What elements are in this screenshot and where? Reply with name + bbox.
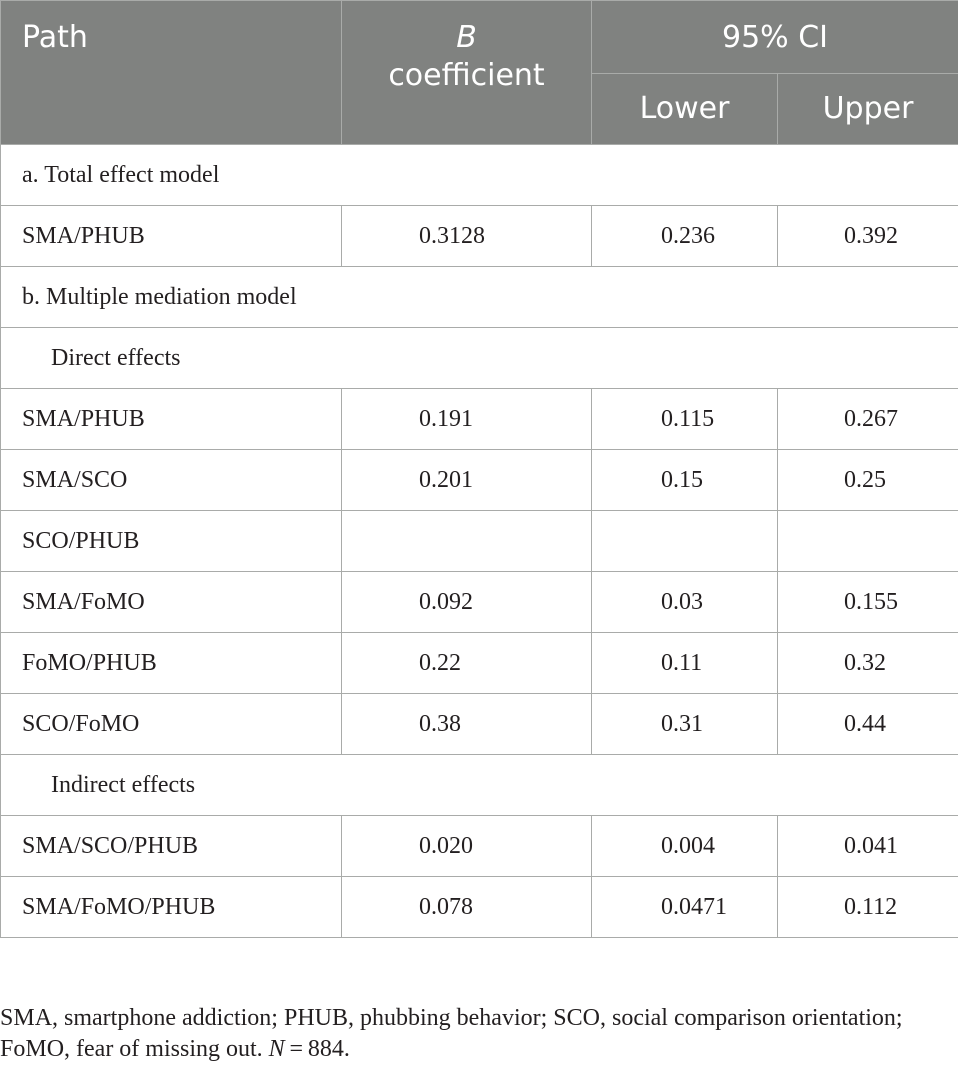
b-coefficient-column-header	[342, 1, 592, 145]
sample-size-symbol: N	[268, 1036, 285, 1062]
b-cell: 0.22	[342, 633, 592, 694]
table-row	[1, 450, 958, 511]
path-cell: SCO/FoMO	[1, 694, 342, 755]
table-row	[1, 633, 958, 694]
upper-cell: 0.267	[778, 389, 958, 450]
lower-cell: 0.236	[592, 206, 778, 267]
table-footnote	[0, 1003, 958, 1065]
lower-cell: 0.0471	[592, 877, 778, 938]
upper-cell: 0.25	[778, 450, 958, 511]
lower-cell: 0.11	[592, 633, 778, 694]
section-row-total	[1, 145, 958, 206]
table-row	[1, 511, 958, 572]
sample-size-value: = 884.	[284, 1036, 350, 1062]
b-cell: 0.3128	[342, 206, 592, 267]
section-label-multiple: b. Multiple mediation model	[1, 267, 958, 328]
lower-cell: 0.115	[592, 389, 778, 450]
table-row	[1, 694, 958, 755]
lower-cell: 0.004	[592, 816, 778, 877]
upper-cell: 0.44	[778, 694, 958, 755]
lower-cell	[592, 511, 778, 572]
coefficient-word: coefficient	[388, 58, 545, 93]
subsection-label-direct: Direct effects	[1, 328, 958, 389]
upper-cell: 0.155	[778, 572, 958, 633]
subsection-row-direct	[1, 328, 958, 389]
path-cell: SCO/PHUB	[1, 511, 342, 572]
b-symbol: B	[456, 20, 477, 55]
ci-column-header: 95% CI	[592, 1, 958, 74]
path-cell: SMA/SCO	[1, 450, 342, 511]
upper-cell	[778, 511, 958, 572]
b-cell: 0.191	[342, 389, 592, 450]
path-cell: SMA/SCO/PHUB	[1, 816, 342, 877]
table-row	[1, 816, 958, 877]
path-column-header: Path	[1, 1, 342, 145]
path-cell: SMA/FoMO	[1, 572, 342, 633]
upper-cell: 0.32	[778, 633, 958, 694]
footnote-text: SMA, smartphone addiction; PHUB, phubbing behavior; SCO, social comparison orientation; FoMO, fear of missing out.	[0, 1005, 903, 1062]
b-cell: 0.078	[342, 877, 592, 938]
b-cell: 0.092	[342, 572, 592, 633]
upper-cell: 0.112	[778, 877, 958, 938]
lower-column-header: Lower	[592, 74, 778, 145]
upper-cell: 0.041	[778, 816, 958, 877]
lower-cell: 0.03	[592, 572, 778, 633]
table-row	[1, 877, 958, 938]
lower-cell: 0.15	[592, 450, 778, 511]
upper-cell: 0.392	[778, 206, 958, 267]
table-row	[1, 206, 958, 267]
subsection-row-indirect	[1, 755, 958, 816]
subsection-label-indirect: Indirect effects	[1, 755, 958, 816]
table-row	[1, 389, 958, 450]
section-row-multiple	[1, 267, 958, 328]
path-cell: FoMO/PHUB	[1, 633, 342, 694]
path-cell: SMA/PHUB	[1, 389, 342, 450]
path-cell: SMA/FoMO/PHUB	[1, 877, 342, 938]
b-cell: 0.38	[342, 694, 592, 755]
section-label-total: a. Total effect model	[1, 145, 958, 206]
upper-column-header: Upper	[778, 74, 958, 145]
table-body	[1, 145, 958, 938]
path-cell: SMA/PHUB	[1, 206, 342, 267]
table-header	[1, 1, 958, 145]
b-cell: 0.020	[342, 816, 592, 877]
table-row	[1, 572, 958, 633]
b-cell	[342, 511, 592, 572]
b-cell: 0.201	[342, 450, 592, 511]
lower-cell: 0.31	[592, 694, 778, 755]
